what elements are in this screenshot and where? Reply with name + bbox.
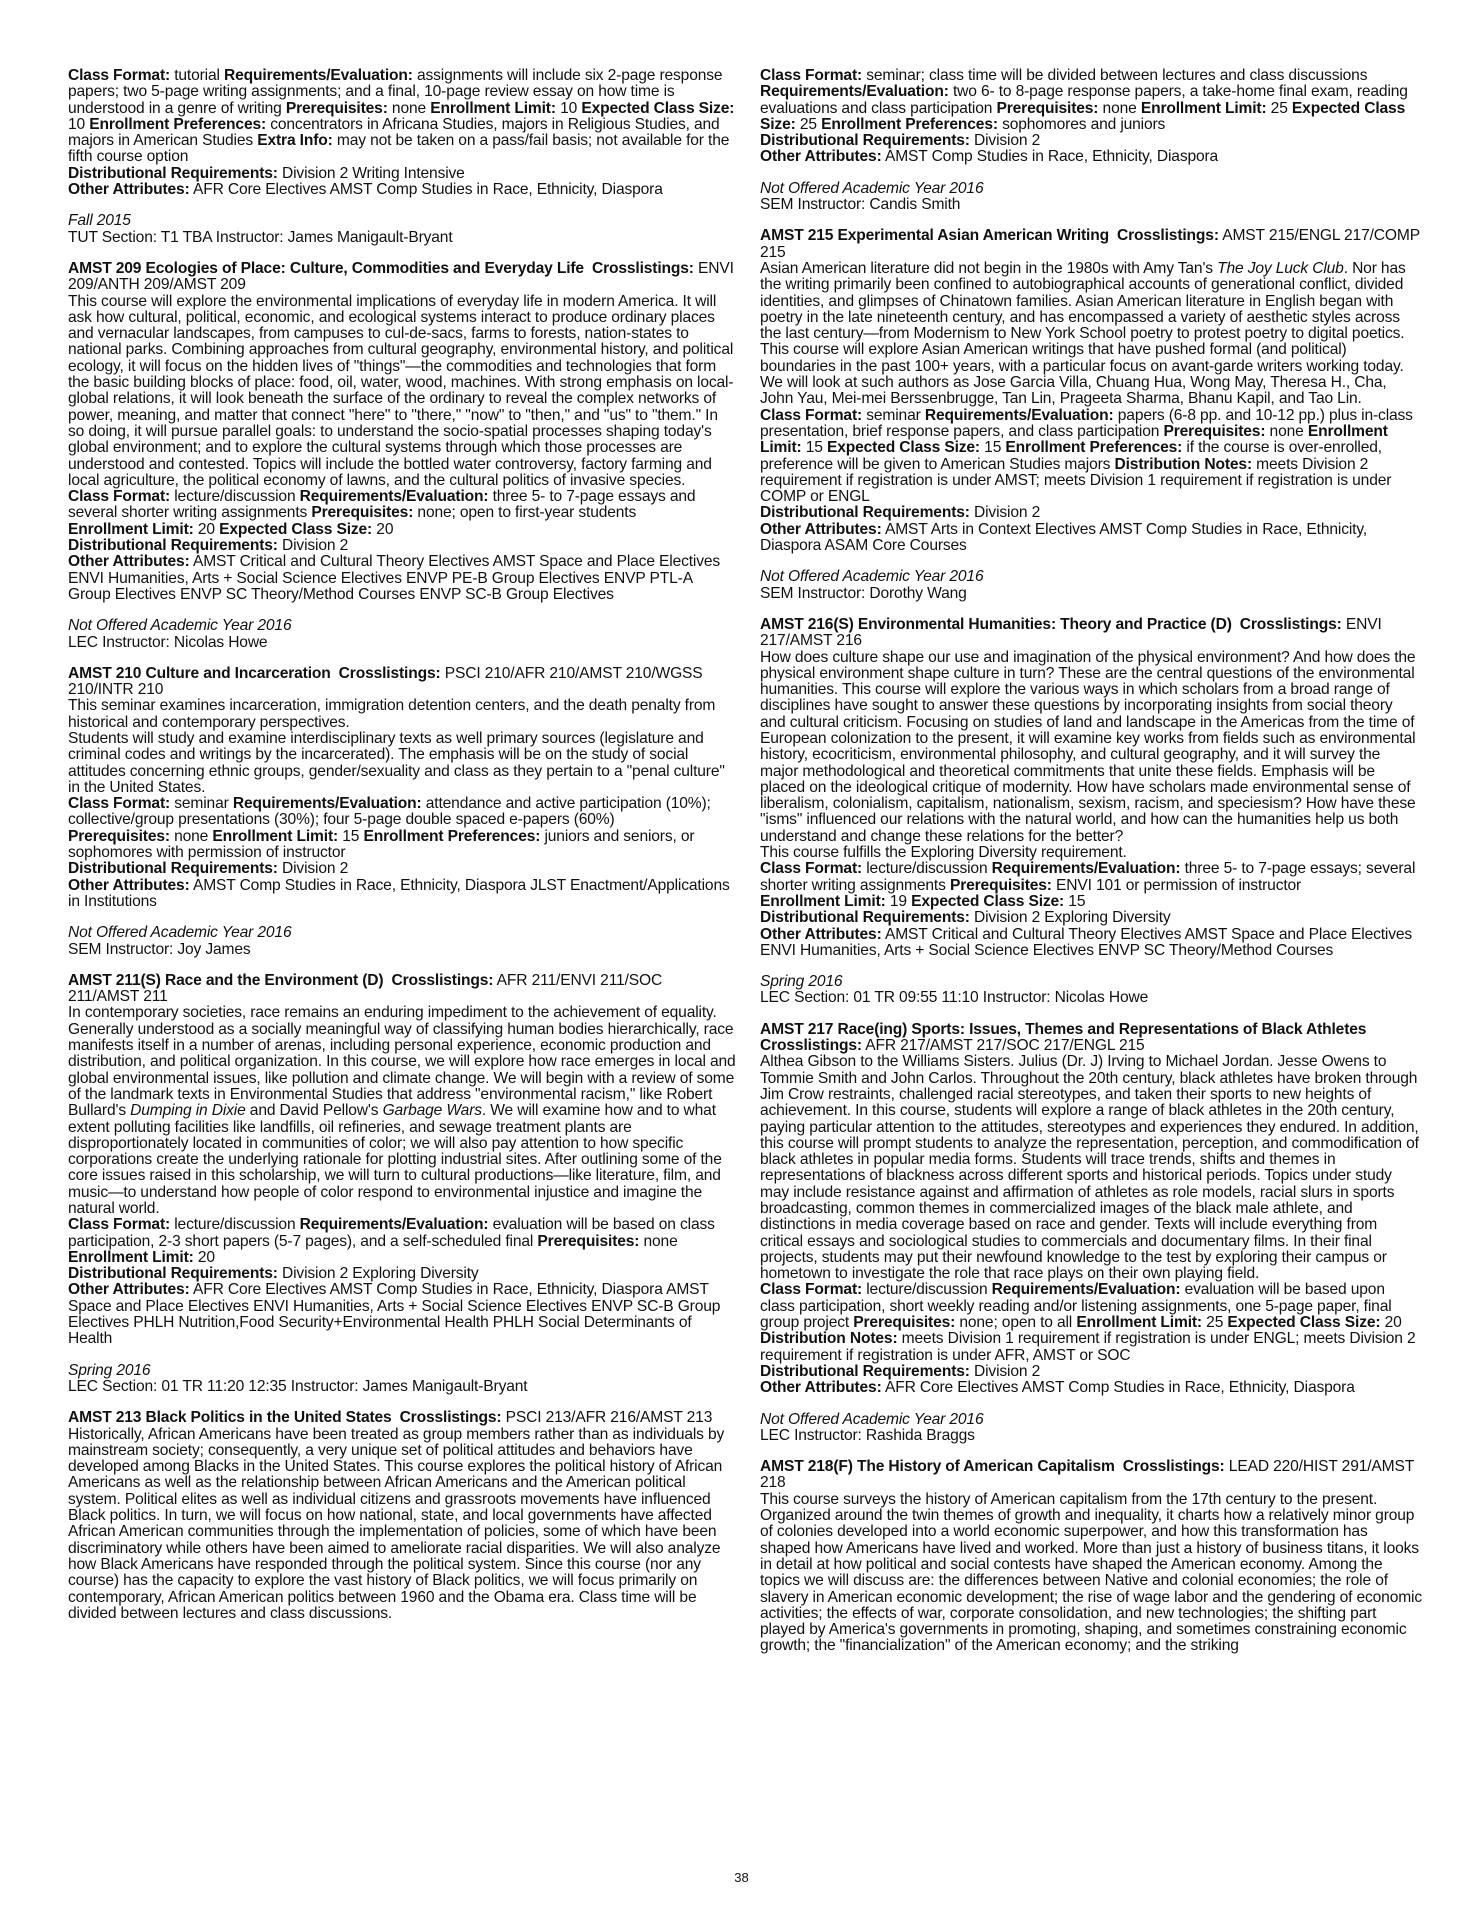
course-block xyxy=(760,1022,1422,1397)
field-value: two 6- to 8-page response papers, a take-home final exam, reading evaluations and class participation xyxy=(760,83,1408,117)
field-label: Prerequisites: xyxy=(853,1314,956,1332)
crosslistings-label: Crosslistings: xyxy=(399,1409,502,1427)
field-label: Expected Class Size: xyxy=(911,892,1065,910)
field-label: Enrollment Limit: xyxy=(212,827,339,845)
field-label: Other Attributes: xyxy=(760,520,882,538)
field-value: 15 xyxy=(801,439,827,457)
field-value: 10 xyxy=(555,99,582,117)
field-label: Enrollment Preferences: xyxy=(1005,439,1183,457)
field-value: AMST Arts in Context Electives AMST Comp Studies in Race, Ethnicity, Diaspora ASAM Core Courses xyxy=(760,520,1368,555)
course-heading xyxy=(760,1022,1422,1055)
field-label: Class Format: xyxy=(68,488,171,506)
field-label: Class Format: xyxy=(760,860,863,878)
field-value: lecture/discussion xyxy=(862,1281,992,1299)
course-detail-line xyxy=(760,861,1422,894)
course-detail-line xyxy=(760,927,1422,960)
field-label: Distributional Requirements: xyxy=(760,132,970,150)
field-value: three 5- to 7-page essays; several shorter writing assignments xyxy=(760,860,1416,894)
term-block xyxy=(68,1363,736,1396)
field-value: concentrators in Africana Studies, majors in Religious Studies, and majors in American Studies xyxy=(68,115,720,150)
section-info: SEM Instructor: Dorothy Wang xyxy=(760,584,967,602)
field-label: Expected Class Size: xyxy=(219,520,373,538)
course-detail-line xyxy=(68,861,736,877)
field-value: 10 xyxy=(68,115,90,133)
course-description: Althea Gibson to the Williams Sisters. Julius (Dr. J) Irving to Michael Jordan. Jesse Owens to Tommie Smith and John Carlos. Throughout the 20th century, black athletes have broken through Jim Crow restraints, challenged racial stereotypes, and taken their sports to new heights of achievement. In this course, students will explore a range of black athletes in the 20th century, paying particular attention to the attitudes, stereotypes and experiences they endured. In addition, this course will prompt students to analyze the representation, perception, and commodification of black athletes in popular media forms. Students will trace trends, shifts and themes in representations of blackness across different sports and historical periods. Topics under study may include resistance against and affirmation of athletes as role models, racial slurs in sports broadcasting, common themes in commercialized images of the black male athlete, and distinctions in media coverage based on race and gender. Texts will include everything from critical essays and sociological studies to commercials and documentary films. In their final projects, students may put their newfound knowledge to the test by exploring their campus or hometown to investigate the role that race plays on their own playing field. xyxy=(760,1053,1419,1283)
term-block xyxy=(760,974,1422,1007)
field-label: Other Attributes: xyxy=(760,925,882,943)
course-title: AMST 215 Experimental Asian American Writing xyxy=(760,227,1109,245)
field-label: Expected Class Size: xyxy=(826,439,980,457)
field-value: sophomores and juniors xyxy=(997,115,1166,133)
field-value: AMST Comp Studies in Race, Ethnicity, Diaspora xyxy=(881,148,1219,166)
crosslistings-label: Crosslistings: xyxy=(1122,1458,1225,1476)
field-label: Distributional Requirements: xyxy=(68,164,278,182)
field-label: Enrollment Limit: xyxy=(760,892,886,910)
field-value: AFR Core Electives AMST Comp Studies in Race, Ethnicity, Diaspora xyxy=(881,1379,1355,1397)
term-block xyxy=(760,1412,1422,1445)
field-value: 20 xyxy=(1380,1314,1402,1332)
field-value: evaluation will be based upon class participation, short weekly reading and/or listening assignments, one 5-page paper, final group project xyxy=(760,1281,1392,1332)
field-label: Enrollment Limit: xyxy=(1076,1314,1202,1332)
course-detail-line xyxy=(760,522,1422,555)
field-label: Enrollment Limit: xyxy=(1140,99,1267,117)
field-label: Distributional Requirements: xyxy=(68,1265,278,1283)
field-value: 25 xyxy=(1201,1314,1228,1332)
field-value: ENVI 101 or permission of instructor xyxy=(1051,876,1302,894)
course-title: AMST 209 Ecologies of Place: Culture, Commodities and Everyday Life xyxy=(68,259,584,277)
field-value: Division 2 xyxy=(969,1362,1041,1380)
course-detail-line xyxy=(68,538,736,554)
course-detail-line xyxy=(68,1266,736,1282)
course-title: AMST 213 Black Politics in the United States xyxy=(68,1409,392,1427)
field-label: Class Format: xyxy=(760,406,863,424)
field-label: Enrollment Limit: xyxy=(68,520,194,538)
field-label: Class Format: xyxy=(68,1216,171,1234)
course-detail-line xyxy=(68,522,736,538)
field-value: AFR Core Electives AMST Comp Studies in Race, Ethnicity, Diaspora xyxy=(189,181,663,199)
field-label: Requirements/Evaluation: xyxy=(991,1281,1181,1299)
field-value: Division 2 xyxy=(969,132,1041,150)
field-label: Prerequisites: xyxy=(1163,422,1266,440)
course-detail-line xyxy=(68,796,736,829)
section-info: SEM Instructor: Joy James xyxy=(68,940,251,958)
field-value: 19 xyxy=(885,892,912,910)
field-value: AMST Critical and Cultural Theory Electives AMST Space and Place Electives ENVI Humanities, Arts + Social Science Electives ENVP PE-B Group Electives ENVP PTL-A Group Electives ENVP SC Theory/Method Courses ENVP SC-B Group Electives xyxy=(68,553,721,603)
course-detail-line xyxy=(760,408,1422,506)
term-label: Not Offered Academic Year 2016 xyxy=(68,617,292,635)
course-description: This course surveys the history of American capitalism from the 17th century to the present. Organized around the twin themes of growth and inequality, it charts how a relatively minor group of colonies developed into a world economic superpower, and how this transformation has shaped how Americans have lived and worked. More than just a history of business titans, it looks in detail at how political and social contests have shaped the American economy. Among the topics we will discuss are: the differences between Native and colonial economies; the role of slavery in American economic development; the rise of wage labor and the gendering of economic activities; the effects of war, corporate consolidation, and new technologies; the shifting part played by America's governments in promoting, shaping, and sometimes constraining economic growth; the "financialization" of the American economy; and the striking xyxy=(760,1490,1423,1655)
course-detail-line xyxy=(760,1380,1422,1396)
field-value: lecture/discussion xyxy=(862,860,992,878)
crosslistings-label: Crosslistings: xyxy=(391,971,494,989)
course-description: This seminar examines incarceration, immigration detention centers, and the death penalty from historical and contemporary perspectives. xyxy=(68,697,716,731)
field-label: Distributional Requirements: xyxy=(760,504,970,522)
info-block xyxy=(68,68,736,198)
course-title: AMST 216(S) Environmental Humanities: Theory and Practice (D) xyxy=(760,615,1232,633)
section-info: LEC Instructor: Nicolas Howe xyxy=(68,633,268,651)
field-label: Prerequisites: xyxy=(996,99,1099,117)
term-label: Not Offered Academic Year 2016 xyxy=(68,924,292,942)
course-description: Historically, African Americans have been treated as group members rather than as individuals by mainstream society; consequently, a very unique set of political attitudes and behaviors have developed among Blacks in the United States. This course explores the political history of African Americans as well as the relationship between African Americans and the American political system. Political elites as well as individual citizens and grassroots movements have influenced Black politics. In turn, we will focus on how national, state, and local governments have affected African American communities through the implementation of policies, some of which have been discriminatory while others have been aimed to ameliorate racial disparities. We will also analyze how Black Americans have responded through the political system. Since this course (nor any course) has the capacity to explore the vast history of Black politics, we will focus primarily on contemporary, African American politics between 1960 and the Obama era. Class time will be divided between lectures and class discussions. xyxy=(68,1425,725,1622)
field-value: 15 xyxy=(979,439,1006,457)
field-value: none xyxy=(169,827,213,845)
field-value: 20 xyxy=(372,520,394,538)
title-italic: Garbage Wars xyxy=(382,1102,482,1120)
crosslistings-value: ENVI 209/ANTH 209/AMST 209 xyxy=(68,259,734,294)
field-label: Requirements/Evaluation: xyxy=(299,1216,489,1234)
crosslistings-value: PSCI 213/AFR 216/AMST 213 xyxy=(501,1409,713,1427)
course-detail-line xyxy=(68,1282,736,1347)
field-value: Division 2 Exploring Diversity xyxy=(277,1265,479,1283)
term-label: Not Offered Academic Year 2016 xyxy=(760,179,984,197)
field-label: Prerequisites: xyxy=(311,504,414,522)
field-label: Other Attributes: xyxy=(68,553,190,571)
course-description: This course fulfills the Exploring Diversity requirement. xyxy=(760,844,1127,862)
term-block xyxy=(760,569,1422,602)
crosslistings-value: LEAD 220/HIST 291/AMST 218 xyxy=(760,1458,1414,1492)
field-value: may not be taken on a pass/fail basis; not available for the fifth course option xyxy=(68,132,730,166)
field-label: Enrollment Limit: xyxy=(430,99,556,117)
course-detail-line xyxy=(68,182,736,198)
field-label: Distributional Requirements: xyxy=(760,909,970,927)
course-heading xyxy=(760,1459,1422,1492)
course-heading xyxy=(68,1410,736,1426)
page-number: 38 xyxy=(734,1870,749,1885)
field-label: Expected Class Size: xyxy=(760,99,1406,133)
field-label: Expected Class Size: xyxy=(581,99,735,117)
course-detail-line xyxy=(68,166,736,182)
course-detail-line xyxy=(68,68,736,166)
course-heading xyxy=(68,666,736,699)
field-label: Distributional Requirements: xyxy=(760,1362,970,1380)
course-block xyxy=(68,666,736,910)
course-detail-line xyxy=(68,489,736,522)
title-italic: The Joy Luck Club xyxy=(1217,259,1344,277)
crosslistings-label: Crosslistings: xyxy=(338,664,441,682)
course-detail-line xyxy=(760,505,1422,521)
field-label: Class Format: xyxy=(68,795,171,813)
field-label: Other Attributes: xyxy=(760,148,882,166)
field-value: Division 2 xyxy=(277,860,349,878)
course-block xyxy=(760,228,1422,554)
description-text: . We will examine how and to what extent polluting facilities like landfills, oil refineries, and sewage treatment plants are disproportionately located in communities of color; we will also pay attention to how specific corporations create the underlying rationale for plotting industrial sites. After outlining some of the core issues raised in this scholarship, we will turn to cultural productions—like literature, film, and music—to understand how people of color respond to environmental injustice and imagine the natural world. xyxy=(68,1102,722,1217)
field-label: Class Format: xyxy=(760,67,863,84)
field-value: lecture/discussion xyxy=(170,1216,300,1234)
term-block xyxy=(760,181,1422,214)
course-detail-line xyxy=(68,829,736,862)
field-value: seminar xyxy=(170,795,233,813)
field-value: 25 xyxy=(1266,99,1292,117)
field-label: Other Attributes: xyxy=(68,876,190,894)
crosslistings-label: Crosslistings: xyxy=(591,259,694,277)
course-detail-line xyxy=(760,910,1422,926)
field-label: Prerequisites: xyxy=(949,876,1052,894)
field-value: assignments will include six 2-page response papers; two 5-page writing assignments; and a final, 10-page review essay on how time is understood in a genre of writing xyxy=(68,67,723,117)
field-label: Prerequisites: xyxy=(285,99,388,117)
course-title: AMST 210 Culture and Incarceration xyxy=(68,664,331,682)
field-value: Division 2 Exploring Diversity xyxy=(969,909,1171,927)
field-value: Division 2 Writing Intensive xyxy=(277,164,465,182)
crosslistings-value: ENVI 217/AMST 216 xyxy=(760,615,1382,650)
field-value: AFR Core Electives AMST Comp Studies in Race, Ethnicity, Diaspora AMST Space and Place Electives ENVI Humanities, Arts + Social Science Electives ENVP SC-B Group Electives PHLH Nutrition,Food Security+Environmental Health PHLH Social Determinants of Health xyxy=(68,1281,721,1348)
course-description xyxy=(68,1005,736,1217)
field-label: Requirements/Evaluation: xyxy=(924,406,1114,424)
field-value: tutorial xyxy=(170,67,225,84)
section-info: LEC Section: 01 TR 11:20 12:35 Instructor: James Manigault-Bryant xyxy=(68,1377,528,1395)
field-label: Requirements/Evaluation: xyxy=(232,795,422,813)
field-label: Requirements/Evaluation: xyxy=(760,83,949,101)
crosslistings-label: Crosslistings: xyxy=(1116,227,1219,245)
course-title: AMST 217 Race(ing) Sports: Issues, Themes and Representations of Black Athletes xyxy=(760,1020,1367,1038)
field-value: none xyxy=(1098,99,1141,117)
field-label: Distributional Requirements: xyxy=(68,537,278,555)
field-label: Class Format: xyxy=(68,67,171,84)
course-detail-line xyxy=(68,554,736,603)
term-block xyxy=(68,213,736,246)
field-label: Distributional Requirements: xyxy=(68,860,278,878)
course-heading xyxy=(760,617,1422,650)
field-value: none xyxy=(387,99,431,117)
course-detail-line xyxy=(760,1282,1422,1363)
term-block xyxy=(68,925,736,958)
section-info: LEC Instructor: Rashida Braggs xyxy=(760,1426,975,1444)
course-detail-line xyxy=(760,68,1422,133)
field-value: 15 xyxy=(338,827,364,845)
field-value: meets Division 1 requirement if registration is under ENGL; meets Division 2 requirement if registration is under AFR, AMST or SOC xyxy=(760,1330,1416,1364)
course-heading xyxy=(68,261,736,294)
field-value: seminar; class time will be divided between lectures and class discussions xyxy=(862,67,1368,84)
crosslistings-label: Crosslistings: xyxy=(1239,615,1342,633)
course-detail-line xyxy=(760,894,1422,910)
course-detail-line xyxy=(760,1364,1422,1380)
crosslistings-value: AFR 211/ENVI 211/SOC 211/AMST 211 xyxy=(68,971,663,1006)
description-text: and David Pellow's xyxy=(245,1102,383,1120)
course-detail-line xyxy=(68,1217,736,1266)
info-block xyxy=(760,68,1422,166)
course-heading xyxy=(68,973,736,1006)
field-value: papers (6-8 pp. and 10-12 pp.) plus in-class presentation, brief response papers, and class participation xyxy=(760,406,1413,440)
right-column xyxy=(760,68,1422,1670)
field-label: Expected Class Size: xyxy=(1227,1314,1381,1332)
field-label: Enrollment Limit: xyxy=(760,422,1388,457)
field-value: none xyxy=(639,1232,678,1250)
title-italic: Dumping in Dixie xyxy=(130,1102,246,1120)
section-info: LEC Section: 01 TR 09:55 11:10 Instructor: Nicolas Howe xyxy=(760,989,1149,1007)
field-label: Other Attributes: xyxy=(68,1281,190,1299)
course-block xyxy=(68,973,736,1348)
course-detail-line xyxy=(760,133,1422,149)
field-value: Division 2 xyxy=(277,537,349,555)
field-label: Requirements/Evaluation: xyxy=(991,860,1181,878)
field-value: evaluation will be based on class participation, 2-3 short papers (5-7 pages), and a self-scheduled final xyxy=(68,1216,715,1250)
course-block xyxy=(68,1410,736,1622)
course-block xyxy=(760,1459,1422,1655)
term-block xyxy=(68,618,736,651)
course-title: AMST 218(F) The History of American Capitalism xyxy=(760,1458,1115,1476)
field-value: Division 2 xyxy=(969,504,1041,522)
course-description: Students will study and examine interdisciplinary texts as well primary sources (legislature and criminal codes and writings by the incarcerated). The emphasis will be on the study of social attitudes concerning ethnic groups, gender/sexuality and class as they pertain to a "penal culture" in the United States. xyxy=(68,729,725,796)
crosslistings-value: AFR 217/AMST 217/SOC 217/ENGL 215 xyxy=(861,1037,1145,1055)
field-value: 20 xyxy=(193,1248,215,1266)
term-label: Spring 2016 xyxy=(760,973,843,991)
field-label: Enrollment Preferences: xyxy=(89,115,267,133)
description-text: Asian American literature did not begin in the 1980s with Amy Tan's xyxy=(760,259,1218,277)
field-value: lecture/discussion xyxy=(170,488,300,506)
field-label: Other Attributes: xyxy=(68,181,190,199)
field-value: none; open to first-year students xyxy=(413,504,637,522)
section-info: TUT Section: T1 TBA Instructor: James Manigault-Bryant xyxy=(68,228,453,246)
field-value: if the course is over-enrolled, preference will be given to American Studies majors xyxy=(760,439,1382,473)
crosslistings-label: Crosslistings: xyxy=(760,1037,862,1055)
section-info: SEM Instructor: Candis Smith xyxy=(760,196,961,214)
field-label: Requirements/Evaluation: xyxy=(224,67,413,84)
field-value: seminar xyxy=(862,406,925,424)
course-detail-line xyxy=(68,878,736,911)
field-label: Distribution Notes: xyxy=(1114,455,1252,473)
field-value: meets Division 2 requirement if registration is under AMST; meets Division 1 requirement if registration is under COMP or ENGL xyxy=(760,455,1392,506)
course-title: AMST 211(S) Race and the Environment (D) xyxy=(68,971,384,989)
course-description: This course will explore the environmental implications of everyday life in modern America. It will ask how cultural, political, economic, and ecological systems interact to produce ordinary places and vernacular landscapes, from campuses to cul-de-sacs, farms to forests, nation-states to national parks. Combining approaches from cultural geography, environmental history, and political ecology, it will focus on the hidden lives of "things"—the commodities and technologies that form the basic building blocks of place: food, oil, water, wood, machines. With strong emphasis on local-global relations, it will look beneath the surface of the ordinary to reveal the complex networks of power, meaning, and matter that connect "here" to "there," "now" to "then," and "us" to "them." In so doing, it will pursue parallel goals: to understand the socio-spatial processes shaping today's global environment; and to explore the cultural systems through which those processes are understood and contested. Topics will include the bottled water controversy, factory farming and local agriculture, the political economy of lawns, and the cultural politics of invasive species. xyxy=(68,292,734,489)
term-label: Not Offered Academic Year 2016 xyxy=(760,568,984,586)
course-block xyxy=(760,617,1422,959)
left-column xyxy=(68,68,736,1637)
field-value: juniors and seniors, or sophomores with permission of instructor xyxy=(68,827,695,862)
term-label: Spring 2016 xyxy=(68,1361,151,1379)
description-text: . Nor has the writing primarily been confined to autobiographical accounts of generational conflict, divided identities, and glimpses of Chinatown families. Asian American literature in English began with poetry in the late nineteenth century, and has encompassed a variety of aesthetic styles across the last century—from Modernism to New York School poetry to protest poetry to digital poetics. This course will explore Asian American writings that have pushed formal (and political) boundaries in the past 100+ years, with a particular focus on avant-garde writers working today. We will look at such authors as Jose Garcia Villa, Chuang Hua, Wong May, Theresa H., Cha, John Yau, Mei-mei Berssenbrugge, Tan Lin, Prageeta Sharma, Bhanu Kapil, and Tao Lin. xyxy=(760,259,1406,408)
field-value: attendance and active participation (10%); collective/group presentations (30%); four 5-page double spaced e-papers (60%) xyxy=(68,795,711,829)
field-value: 15 xyxy=(1064,892,1086,910)
field-label: Other Attributes: xyxy=(760,1379,882,1397)
field-label: Prerequisites: xyxy=(537,1232,640,1250)
field-value: none xyxy=(1265,422,1308,440)
field-value: AMST Comp Studies in Race, Ethnicity, Diaspora JLST Enactment/Applications in Institutions xyxy=(68,876,730,910)
field-label: Class Format: xyxy=(760,1281,863,1299)
course-block xyxy=(68,261,736,603)
term-label: Not Offered Academic Year 2016 xyxy=(760,1410,984,1428)
field-label: Distribution Notes: xyxy=(760,1330,898,1348)
description-text: In contemporary societies, race remains an enduring impediment to the achievement of equality. Generally understood as a socially meaningful way of classifying human bodies hierarchically, race manifests itself in a number of arenas, including personal experience, economic production and distribution, and political organization. In this course, we will explore how race emerges in local and global environmental issues, like pollution and climate change. We will begin with a review of some of the landmark texts in Environmental Studies that address "environmental racism," like Robert Bullard's xyxy=(68,1004,736,1120)
field-label: Enrollment Limit: xyxy=(68,1248,194,1266)
course-description: How does culture shape our use and imagination of the physical environment? And how does the physical environment shape culture in turn? These are the central questions of the environmental humanities. This course will explore the various ways in which scholars from a broad range of disciplines have sought to answer these questions by incorporating insights from social theory and cultural criticism. Focusing on studies of land and landscape in the Americas from the time of European colonization to the present, it will examine key works from fields such as environmental history, ecocriticism, environmental philosophy, and cultural geography, and it will survey the major methodological and theoretical commitments that unite these fields. Emphasis will be placed on the ideological critique of modernity. How have scholars made environmental sense of liberalism, colonialism, capitalism, nationalism, sexism, racism, and speciesism? How have these "isms" influenced our relations with the natural world, and how can the humanities help us both understand and change these relations for the better? xyxy=(760,648,1416,845)
crosslistings-value: AMST 215/ENGL 217/COMP 215 xyxy=(760,227,1420,261)
field-label: Extra Info: xyxy=(257,132,333,150)
field-value: AMST Critical and Cultural Theory Electives AMST Space and Place Electives ENVI Humanities, Arts + Social Science Electives ENVP SC Theory/Method Courses xyxy=(760,925,1413,959)
field-label: Requirements/Evaluation: xyxy=(299,488,489,506)
field-value: three 5- to 7-page essays and several shorter writing assignments xyxy=(68,488,696,522)
field-label: Enrollment Preferences: xyxy=(363,827,541,845)
course-heading xyxy=(760,228,1422,261)
field-value: 20 xyxy=(193,520,220,538)
course-detail-line xyxy=(760,149,1422,165)
field-value: none; open to all xyxy=(955,1314,1077,1332)
field-label: Prerequisites: xyxy=(68,827,170,845)
crosslistings-value: PSCI 210/AFR 210/AMST 210/WGSS 210/INTR 210 xyxy=(68,664,703,699)
field-label: Enrollment Preferences: xyxy=(821,115,998,133)
term-label: Fall 2015 xyxy=(68,212,131,230)
field-value: 25 xyxy=(795,115,822,133)
course-description xyxy=(760,261,1422,408)
